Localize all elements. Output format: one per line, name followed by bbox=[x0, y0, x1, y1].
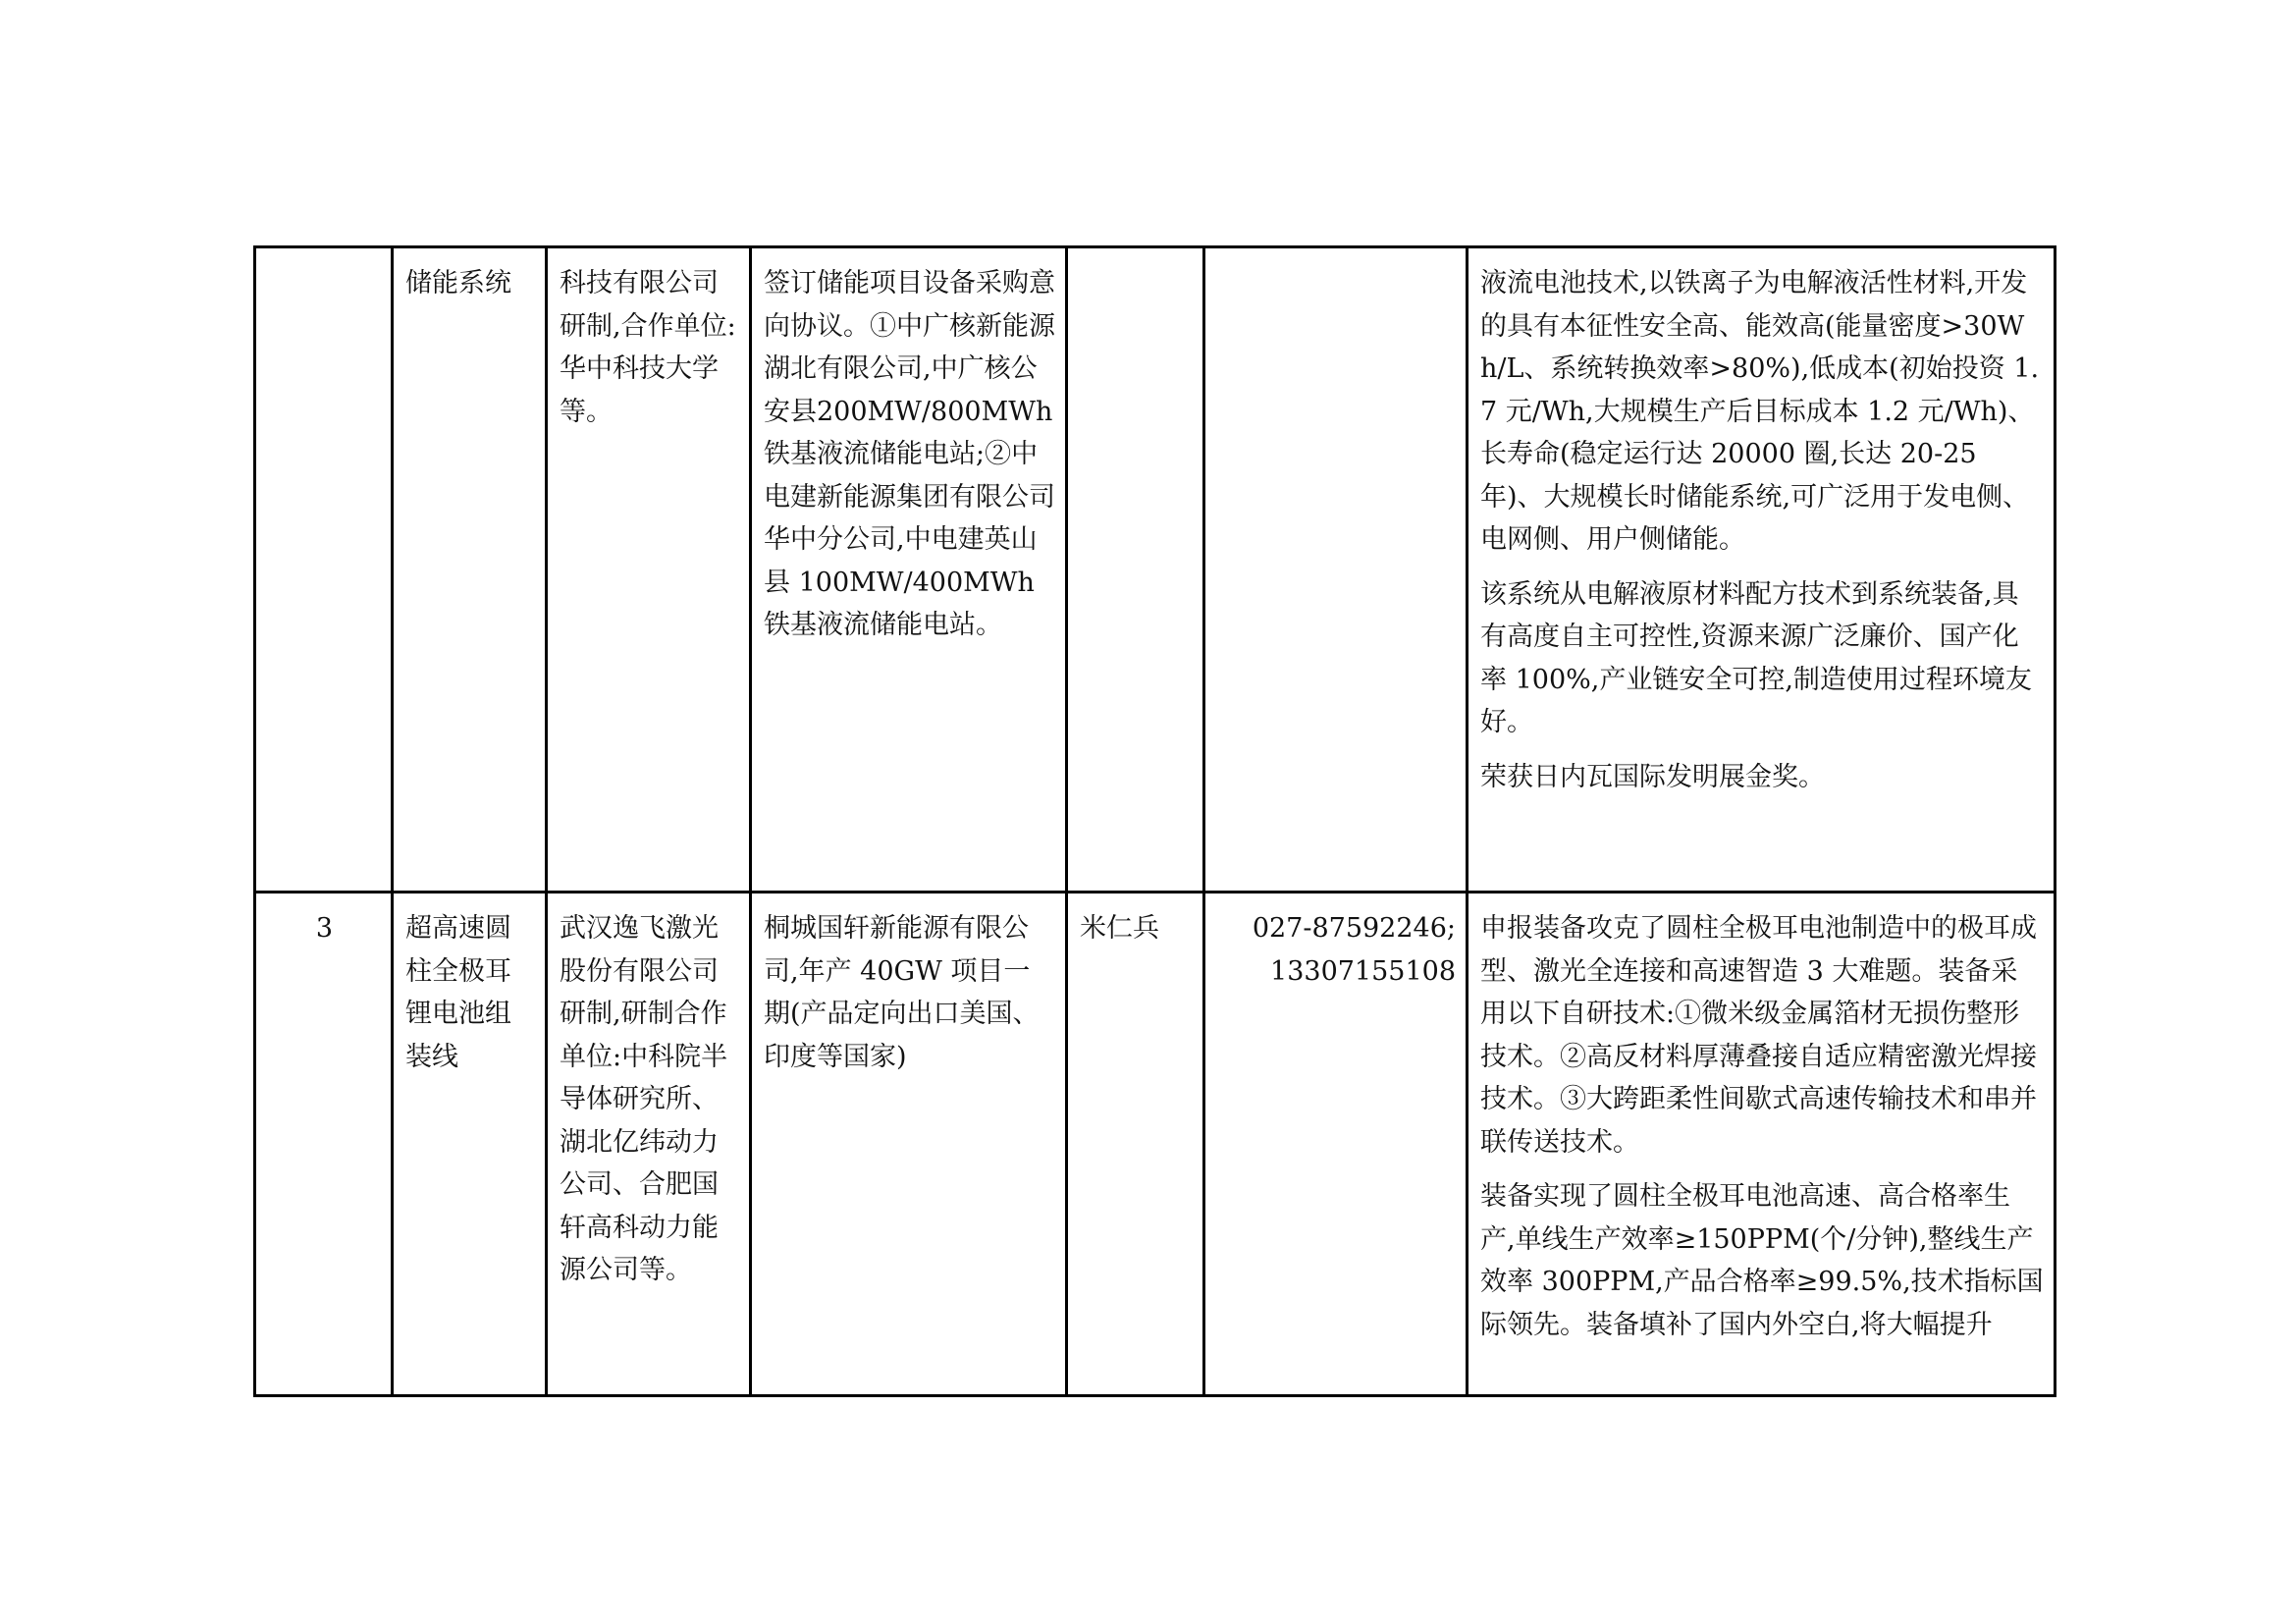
description-paragraph: 液流电池技术,以铁离子为电解液活性材料,开发的具有本征性安全高、能效高(能量密度>30Wh/L、系统转换效率>80%),低成本(初始投资 1.7 元/Wh,大规模生产后目标成本 1.2 元/Wh)、长寿命(稳定运行达 20000 圈,长达 20-25 年)、大规模长时储能系统,可广泛用于发电侧、电网侧、用户侧储能。 bbox=[1480, 268, 2040, 555]
description-paragraph: 申报装备攻克了圆柱全极耳电池制造中的极耳成型、激光全连接和高速智造 3 大难题。装备采用以下自研技术:①微米级金属箔材无损伤整形技术。②高反材料厚薄叠接自适应精密激光焊接技术。③大跨距柔性间歇式高速传输技术和串并联传送技术。 bbox=[1480, 913, 2037, 1158]
developer-company: 科技有限公司研制,合作单位:华中科技大学等。 bbox=[547, 247, 751, 893]
row-number: 3 bbox=[255, 893, 393, 1396]
description-paragraph: 荣获日内瓦国际发明展金奖。 bbox=[1480, 761, 1825, 792]
table-row bbox=[255, 247, 2056, 893]
equipment-name: 超高速圆柱全极耳锂电池组装线 bbox=[393, 893, 547, 1396]
contact-person: 米仁兵 bbox=[1067, 893, 1204, 1396]
equipment-table bbox=[253, 245, 2056, 1397]
contact-phone bbox=[1204, 893, 1468, 1396]
row-number bbox=[255, 247, 393, 893]
description-paragraph: 该系统从电解液原材料配方技术到系统装备,具有高度自主可控性,资源来源广泛廉价、国产化率 100%,产业链安全可控,制造使用过程环境友好。 bbox=[1480, 578, 2032, 737]
phone-line: 13307155108 bbox=[1270, 955, 1456, 987]
developer-company: 武汉逸飞激光股份有限公司研制,研制合作单位:中科院半导体研究所、湖北亿纬动力公司、合肥国轩高科动力能源公司等。 bbox=[547, 893, 751, 1396]
table-row bbox=[255, 893, 2056, 1396]
description-paragraph: 装备实现了圆柱全极耳电池高速、高合格率生产,单线生产效率≥150PPM(个/分钟),整线生产效率 300PPM,产品合格率≥99.5%,技术指标国际领先。装备填补了国内外空白,将大幅提升 bbox=[1480, 1181, 2044, 1340]
application-case: 桐城国轩新能源有限公司,年产 40GW 项目一期(产品定向出口美国、印度等国家) bbox=[751, 893, 1067, 1396]
equipment-description bbox=[1468, 893, 2056, 1396]
application-case: 签订储能项目设备采购意向协议。①中广核新能源湖北有限公司,中广核公安县200MW/800MWh 铁基液流储能电站;②中电建新能源集团有限公司华中分公司,中电建英山县 100MW/400MWh 铁基液流储能电站。 bbox=[751, 247, 1067, 893]
equipment-description bbox=[1468, 247, 2056, 893]
contact-phone bbox=[1204, 247, 1468, 893]
contact-person bbox=[1067, 247, 1204, 893]
phone-line: 027-87592246; bbox=[1252, 913, 1456, 944]
equipment-name: 储能系统 bbox=[393, 247, 547, 893]
